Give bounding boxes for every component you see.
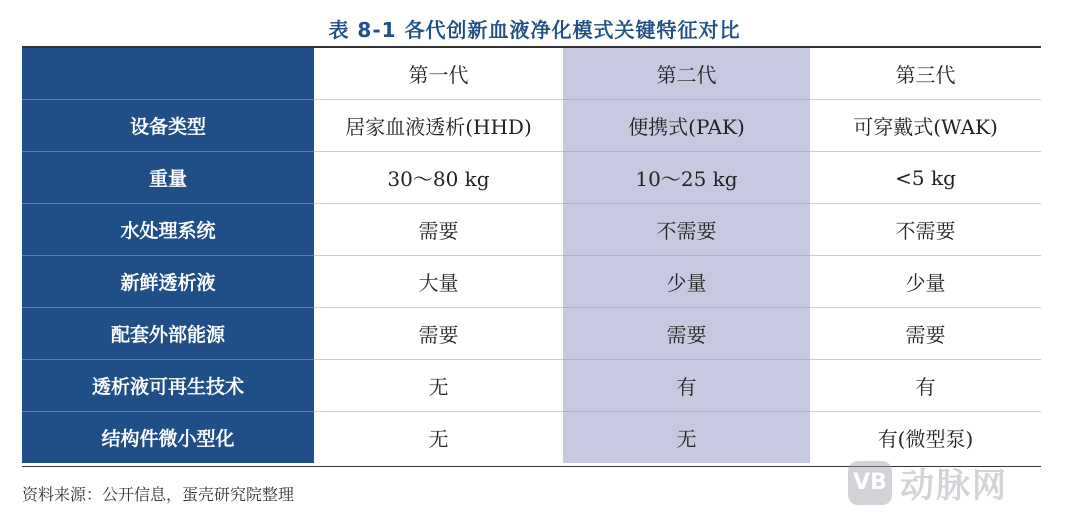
watermark-text: 动脉网 [900, 466, 1008, 506]
table-cell: 有(微型泵) [877, 427, 974, 451]
table-cell: 不需要 [563, 204, 810, 256]
row-label: 重量 [22, 152, 314, 204]
table-row [22, 256, 1041, 308]
table-row [22, 100, 1041, 152]
row-label: 配套外部能源 [22, 308, 314, 360]
table-row [22, 308, 1041, 360]
row-label: 设备类型 [22, 100, 314, 152]
column-header-gen3: 第三代 [810, 48, 1041, 100]
table-cell: 少量 [810, 256, 1041, 308]
comparison-table [22, 48, 1041, 463]
row-label: 结构件微小型化 [22, 412, 314, 464]
table-cell: 需要 [314, 204, 563, 256]
table-cell: 便携式(PAK) [563, 100, 810, 152]
table-cell: 需要 [810, 308, 1041, 360]
table-cell: 需要 [314, 308, 563, 360]
table-row [22, 152, 1041, 204]
table-row [22, 360, 1041, 412]
table-title: 表 8-1 各代创新血液净化模式关键特征对比 [328, 18, 741, 42]
header-row [22, 48, 1041, 100]
row-label: 新鲜透析液 [22, 256, 314, 308]
row-label: 水处理系统 [22, 204, 314, 256]
corner-cell [22, 48, 314, 100]
watermark-logo-icon: VB [848, 461, 892, 505]
column-header-gen1: 第一代 [314, 48, 563, 100]
table-cell: 大量 [314, 256, 563, 308]
table-row [22, 412, 1041, 464]
table-row [22, 204, 1041, 256]
column-header-gen2: 第二代 [563, 48, 810, 100]
table-cell: 无 [428, 427, 449, 451]
row-label: 透析液可再生技术 [22, 360, 314, 412]
table-cell: 无 [563, 412, 810, 464]
table-cell: 居家血液透析(HHD) [314, 100, 563, 152]
watermark [848, 458, 1008, 507]
table-cell: 不需要 [810, 204, 1041, 256]
table-cell: 有 [563, 360, 810, 412]
table-cell: 可穿戴式(WAK) [810, 100, 1041, 152]
source-note: 资料来源：公开信息，蛋壳研究院整理 [22, 485, 295, 504]
table-cell: 有 [810, 360, 1041, 412]
table-cell: <5 kg [810, 152, 1041, 204]
table-cell: 无 [314, 360, 563, 412]
table-cell: 30～80 kg [314, 152, 563, 204]
table-cell: 少量 [563, 256, 810, 308]
table-cell: 10～25 kg [563, 152, 810, 204]
table-cell: 需要 [563, 308, 810, 360]
